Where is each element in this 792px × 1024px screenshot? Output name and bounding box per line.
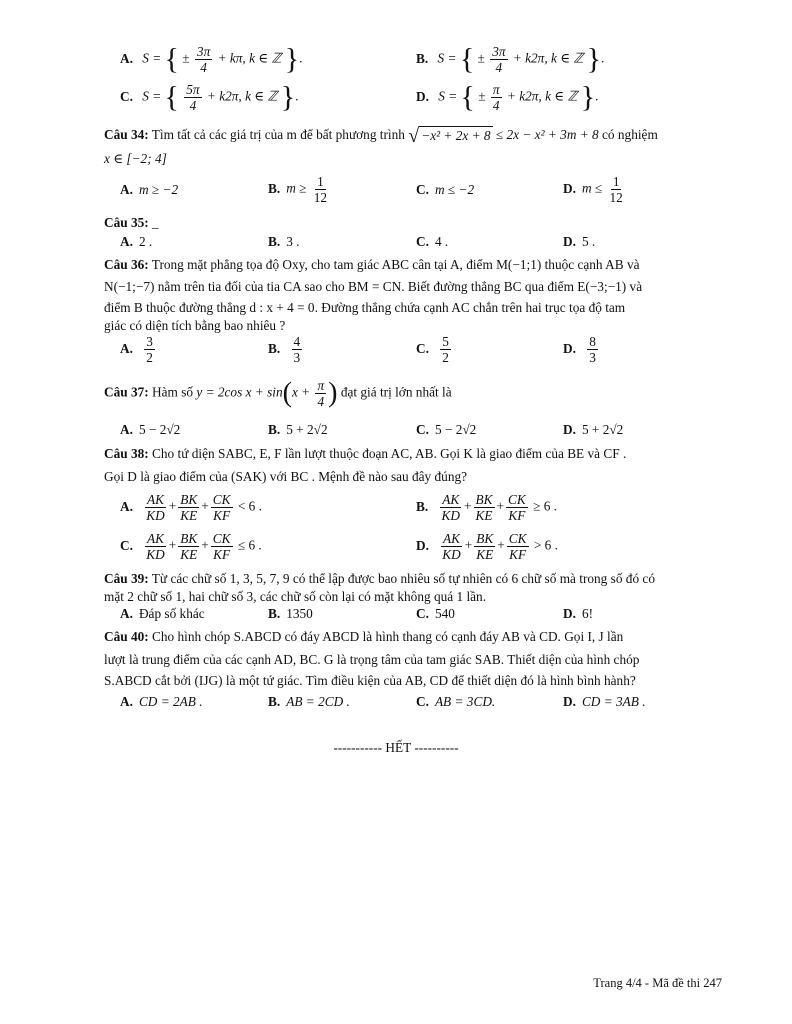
q34-option-d: D. m ≤ $\frac{1}{12}$ xyxy=(563,174,623,205)
q34-option-c: C. m ≤ −2 xyxy=(416,182,475,197)
q40-line-3: S.ABCD cắt bởi (IJG) là một tứ giác. Tìm điều kiện của AB, CD để thiết diện đó là hình bình hành? xyxy=(104,673,636,688)
q33-option-c: C. S = { $\frac{5\pi}{4}$ + k2π, k ∈ ℤ }. xyxy=(120,80,299,114)
q40-line-1: Câu 40: Cho hình chóp S.ABCD có đáy ABCD là hình thang có cạnh đáy AB và CD. Gọi I, J lần xyxy=(104,629,624,644)
q36-line-1: Câu 36: Trong mặt phẳng tọa độ Oxy, cho tam giác ABC cân tại A, điểm M(−1;1) thuộc cạnh AB và xyxy=(104,257,640,272)
q36-option-b: B. $\frac{4}{3}$ xyxy=(268,334,301,365)
q39-line-1: Câu 39: Từ các chữ số 1, 3, 5, 7, 9 có thể lập được bao nhiêu số tự nhiên có 6 chữ số mà trong số đó có xyxy=(104,571,655,586)
q33-option-a: A. S = { ± $\frac{3\pi}{4}$ + kπ, k ∈ ℤ }. xyxy=(120,42,303,76)
q36-option-c: C. $\frac{5}{2}$ xyxy=(416,334,449,365)
q36-line-3: điểm B thuộc đường thẳng d : x + 4 = 0. Đường thẳng chứa cạnh AC chắn trên hai trục tọa độ tam xyxy=(104,300,626,315)
q34-domain: x ∈ [−2; 4] xyxy=(104,151,167,166)
q35-question: Câu 35: _ xyxy=(104,215,159,230)
q37-question: Câu 37: Hàm số y = 2cos x + sin(x + $\frac{\pi}{4}$ ) đạt giá trị lớn nhất là xyxy=(104,377,452,409)
q36-line-4: giác có diện tích bằng bao nhiêu ? xyxy=(104,318,286,333)
q38-option-c: C. $\frac{AK}{KD}$ + $\frac{BK}{KE}$ + $\frac{CK}{KF}$ ≤ 6 . xyxy=(120,531,262,562)
q38-option-b: B. $\frac{AK}{KD}$ + $\frac{BK}{KE}$ + $\frac{CK}{KF}$ ≥ 6 . xyxy=(416,492,558,523)
q40-option-c: C. AB = 3CD. xyxy=(416,694,496,709)
q35-option-d: D. 5 . xyxy=(563,234,596,249)
q34-option-a: A. m ≥ −2 xyxy=(120,182,179,197)
q40-option-d: D. CD = 3AB . xyxy=(563,694,646,709)
q39-option-b: B. 1350 xyxy=(268,606,313,621)
q38-line-2: Gọi D là giao điểm của (SAK) với BC . Mệnh đề nào sau đây đúng? xyxy=(104,469,468,484)
q36-line-2: N(−1;−7) nằm trên tia đối của tia CA sao cho BM = CN. Biết đường thẳng BC qua điểm E(−3;−1) và xyxy=(104,279,643,294)
q40-option-b: B. AB = 2CD . xyxy=(268,694,350,709)
q38-option-a: A. $\frac{AK}{KD}$ + $\frac{BK}{KE}$ + $\frac{CK}{KF}$ < 6 . xyxy=(120,492,262,523)
q39-option-c: C. 540 xyxy=(416,606,455,621)
q35-option-a: A. 2 . xyxy=(120,234,153,249)
q33-option-d: D. S = { ± $\frac{\pi}{4}$ + k2π, k ∈ ℤ }. xyxy=(416,80,599,114)
q36-option-d: D. $\frac{8}{3}$ xyxy=(563,334,596,365)
q37-option-a: A. 5 − 2√2 xyxy=(120,422,181,437)
q35-option-c: C. 4 . xyxy=(416,234,449,249)
q33-option-b: B. S = { ± $\frac{3\pi}{4}$ + k2π, k ∈ ℤ }. xyxy=(416,42,605,76)
page-footer: Trang 4/4 - Mã đề thi 247 xyxy=(593,976,722,990)
q36-option-a: A. $\frac{3}{2}$ xyxy=(120,334,153,365)
q39-option-a: A. Đáp số khác xyxy=(120,606,205,621)
q35-option-b: B. 3 . xyxy=(268,234,300,249)
end-marker: ----------- HẾT ---------- xyxy=(333,740,459,755)
q34-option-b: B. m ≥ $\frac{1}{12}$ xyxy=(268,174,328,205)
q34-question: Câu 34: Tìm tất cả các giá trị của m để bất phương trình √ −x² + 2x + 8 ≤ 2x − x² + 3m + 8 có nghiệm xyxy=(104,125,658,147)
q39-line-2: mặt 2 chữ số 1, hai chữ số 3, các chữ số còn lại có mặt không quá 1 lần. xyxy=(104,589,487,604)
q38-line-1: Câu 38: Cho tứ diện SABC, E, F lần lượt thuộc đoạn AC, AB. Gọi K là giao điểm của BE và CF . xyxy=(104,446,627,461)
q37-option-d: D. 5 + 2√2 xyxy=(563,422,624,437)
q40-option-a: A. CD = 2AB . xyxy=(120,694,203,709)
q40-line-2: lượt là trung điểm của các cạnh AD, BC. G là trọng tâm của tam giác SAB. Thiết diện của hình chóp xyxy=(104,652,640,667)
q37-option-b: B. 5 + 2√2 xyxy=(268,422,328,437)
q38-option-d: D. $\frac{AK}{KD}$ + $\frac{BK}{KE}$ + $\frac{CK}{KF}$ > 6 . xyxy=(416,531,558,562)
q37-option-c: C. 5 − 2√2 xyxy=(416,422,477,437)
q39-option-d: D. 6! xyxy=(563,606,594,621)
